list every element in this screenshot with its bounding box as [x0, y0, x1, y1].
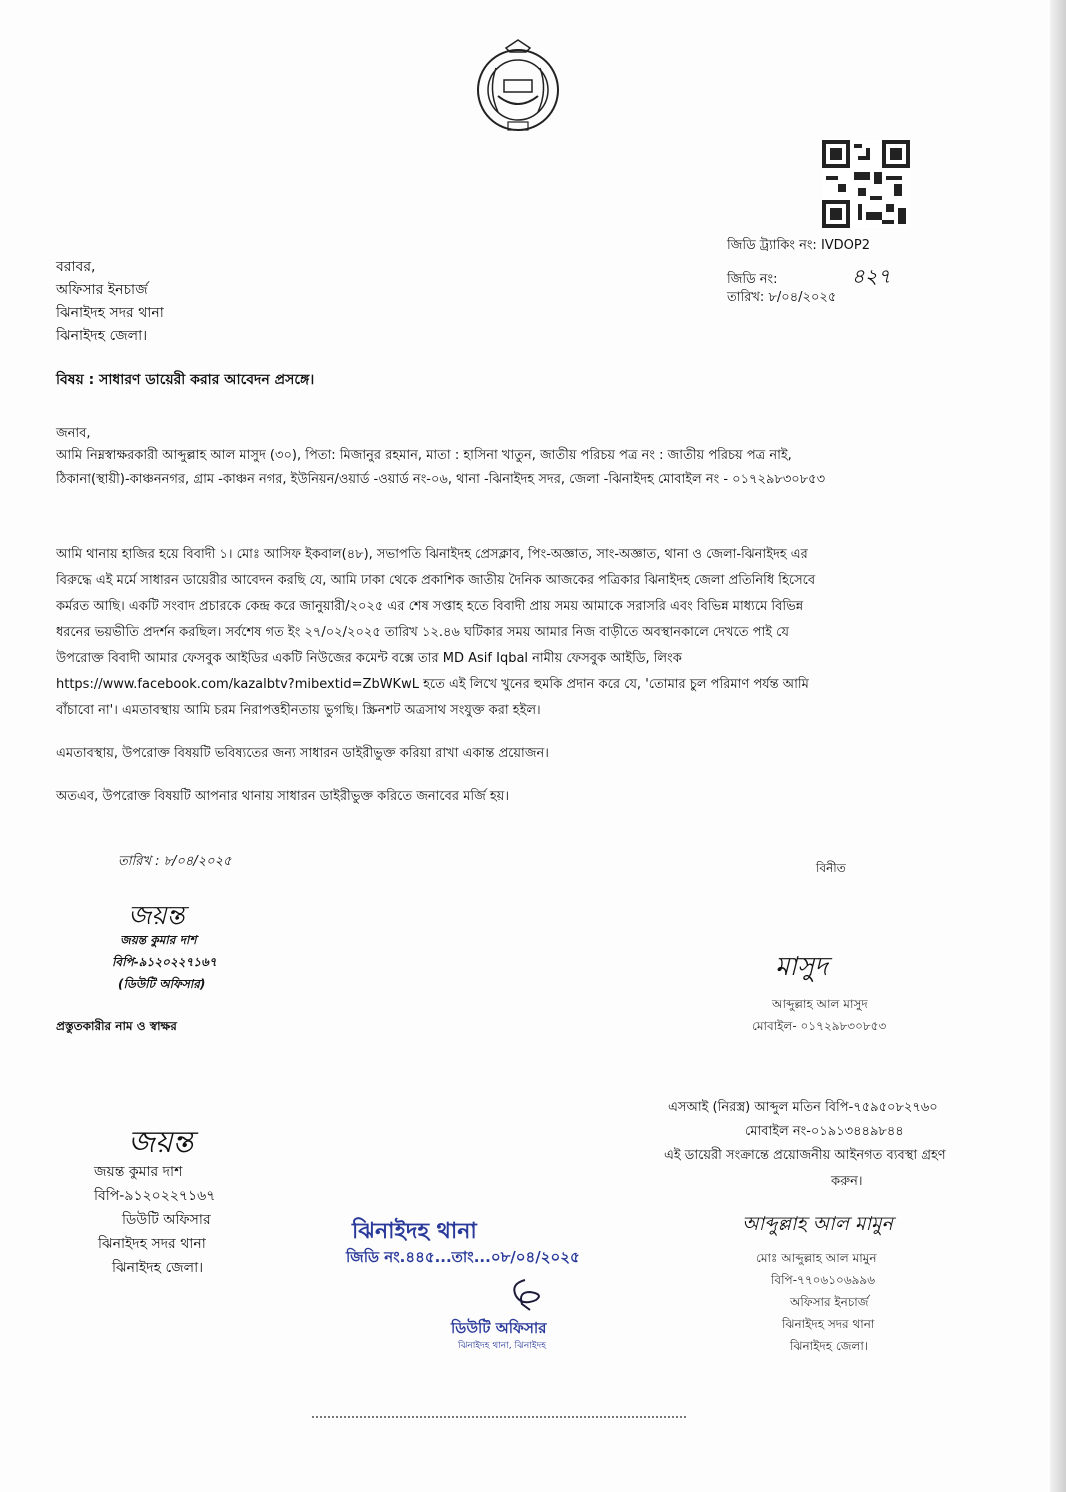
address-line3: ঝিনাইদহ জেলা। — [56, 328, 148, 344]
body-line-2: বিরুদ্ধে এই মর্মে সাধারন ডায়েরীর আবেদন করছি যে, আমি ঢাকা থেকে প্রকাশিক জাতীয় দৈনিক আজকের পত্রিকার ঝিনাইদহ জেলা প্রতিনিধি হিসেবে — [56, 573, 816, 588]
body-line-1: আমি থানায় হাজির হয়ে বিবাদী ১। মোঃ আসিফ ইকবাল(৪৮), সভাপতি ঝিনাইদহ প্রেসক্লাব, পিং-অজ্ঞাত, সাং-অজ্ঞাত, থানা ও জেলা-ঝিনাইদহ এর — [56, 547, 808, 562]
duty-officer-role: ডিউটি অফিসার — [122, 1212, 211, 1228]
duty-officer-name: জয়ন্ত কুমার দাশ — [94, 1164, 183, 1180]
duty-officer-district: ঝিনাইদহ জেলা। — [112, 1260, 204, 1276]
body-line-7: বাঁচাবো না'। এমতাবস্থায় আমি চরম নিরাপত্তহীনতায় ভুগছি। স্ক্রিনশট অত্রসাথ সংযুক্ত করা হইল। — [56, 703, 541, 718]
police-emblem-logo — [468, 38, 568, 138]
footer-dotted-line — [312, 1412, 686, 1418]
duty-officer-signature: জয়ন্ত — [128, 1125, 194, 1160]
stamp-station: ঝিনাইদহ থানা — [352, 1219, 477, 1244]
address-line1: অফিসার ইনচার্জ — [56, 282, 148, 298]
applicant-signature: মাসুদ — [775, 952, 828, 982]
gd-no-value: ৪২৭ — [851, 264, 891, 288]
duty-officer-bp: বিপি-৯১২০২২৭১৬৭ — [94, 1188, 216, 1204]
body-line-3: কর্মরত আছি। একটি সংবাদ প্রচারকে কেন্দ্র করে জানুয়ারী/২০২৫ এর শেষ সপ্তাহ হতে বিবাদী প্রায় সময় আমাকে সরাসরি এবং বিভিন্ন মাধ্যমে বিভিন্ন — [56, 599, 804, 614]
stamp-role: ডিউটি অফিসার — [451, 1319, 547, 1337]
paragraph-3: অতএব, উপরোক্ত বিষয়টি আপনার থানায় সাধারন ডাইরীভুক্ত করিতে জনাবের মর্জি হয়। — [56, 789, 509, 804]
qr-code — [822, 140, 910, 228]
gd-tracking-no: জিডি ট্র্যাকিং নং: IVDOP2 — [727, 238, 871, 253]
assignment-line-1: এসআই (নিরস্ত্র) আব্দুল মতিন বিপি-৭৫৯৫০৮২৭৬০ — [668, 1100, 938, 1115]
oc-signature: আব্দুল্লাহ আল মামুন — [742, 1213, 893, 1235]
header-date: তারিখ: ৮/০৪/২০২৫ — [727, 290, 837, 305]
oc-station: ঝিনাইদহ সদর থানা — [782, 1317, 875, 1331]
assignment-line-4: করুন। — [831, 1174, 863, 1189]
prepared-role: (ডিউটি অফিসার) — [118, 977, 206, 991]
salutation: জনাব, — [56, 426, 91, 441]
body-line-6: https://www.facebook.com/kazalbtv?mibextid=ZbWKwL হতে এই লিখে খুনের হুমকি প্রদান করে যে, 'তোমার চুল পরিমাণ পর্যন্ত আমি — [56, 677, 809, 692]
stamp-sub: ঝিনাইদহ থানা, ঝিনাইদহ — [458, 1341, 547, 1351]
paragraph-2: এমতাবস্থায়, উপরোক্ত বিষয়টি ভবিষ্যতের জন্য সাধারন ডাইরীভুক্ত করিয়া রাখা একান্ত প্রয়োজন। — [56, 746, 549, 761]
oc-district: ঝিনাইদহ জেলা। — [790, 1339, 869, 1353]
assignment-line-3: এই ডায়েরী সংক্রান্তে প্রয়োজনীয় আইনগত ব্যবস্থা গ্রহণ — [664, 1148, 946, 1163]
prepared-signature: জয়ন্ত — [128, 901, 185, 931]
intro-line-2: ঠিকানা(স্থায়ী)-কাঞ্চননগর, গ্রাম -কাঞ্চন নগর, ইউনিয়ন/ওয়ার্ড -ওয়ার্ড নং-০৬, থানা -ঝিনাইদহ সদর, জেলা -ঝিনাইদহ মোবাইল নং - ০১৭২৯৮৩০৮৫৩ — [56, 472, 826, 487]
oc-name: মোঃ আব্দুল্লাহ আল মামুন — [756, 1251, 877, 1265]
applicant-mobile: মোবাইল- ০১৭২৯৮৩০৮৫৩ — [752, 1019, 887, 1033]
gd-no-prefix: জিডি নং: — [727, 272, 778, 287]
body-line-4: ধরনের ভয়ভীতি প্রদর্শন করছিল। সর্বশেষ গত ইং ২৭/০২/২০২৫ তারিখ ১২.৪৬ ঘটিকার সময় আমার নিজ বাড়ীতে অবস্থানকালে দেখতে পাই যে — [56, 625, 789, 640]
assignment-line-2: মোবাইল নং-০১৯১৩৪৪৯৮৪৪ — [745, 1124, 904, 1139]
closing-text: বিনীত — [816, 861, 846, 875]
prepared-bp: বিপি-৯১২০২২৭১৬৭ — [112, 955, 217, 969]
oc-bp: বিপি-৭৭০৬১০৬৯৯৬ — [771, 1273, 875, 1287]
stamp-gd-line: জিডি নং.৪৪৫...তাং...০৮/০৪/২০২৫ — [346, 1248, 580, 1266]
intro-line-1: আমি নিম্নস্বাক্ষরকারী আব্দুল্লাহ আল মাসুদ (৩০), পিতা: মিজানুর রহমান, মাতা : হাসিনা খাতুন, জাতীয় পরিচয় পত্র নং : জাতীয় পরিচয় পত্র নাই, — [56, 448, 792, 463]
applicant-name: আব্দুল্লাহ আল মাসুদ — [772, 997, 868, 1011]
stamp-signature-scribble — [500, 1274, 550, 1314]
prepared-caption: প্রস্তুতকারীর নাম ও স্বাক্ষর — [56, 1019, 177, 1033]
prepared-name: জয়ন্ত কুমার দাশ — [120, 933, 197, 947]
address-to: বরাবর, — [56, 259, 96, 275]
duty-officer-station: ঝিনাইদহ সদর থানা — [98, 1236, 206, 1252]
page-edge-shadow — [1050, 0, 1066, 1492]
prepared-date: তারিখ : ৮/০৪/২০২৫ — [118, 854, 232, 869]
address-line2: ঝিনাইদহ সদর থানা — [56, 305, 164, 321]
subject: বিষয় : সাধারণ ডায়েরী করার আবেদন প্রসঙ্গে। — [56, 372, 315, 388]
body-line-5: উপরোক্ত বিবাদী আমার ফেসবুক আইডির একটি নিউজের কমেন্ট বক্সে তার MD Asif Iqbal নামীয় ফেসবুক আইডি, লিংক — [56, 651, 682, 666]
oc-role: অফিসার ইনচার্জ — [790, 1295, 869, 1309]
